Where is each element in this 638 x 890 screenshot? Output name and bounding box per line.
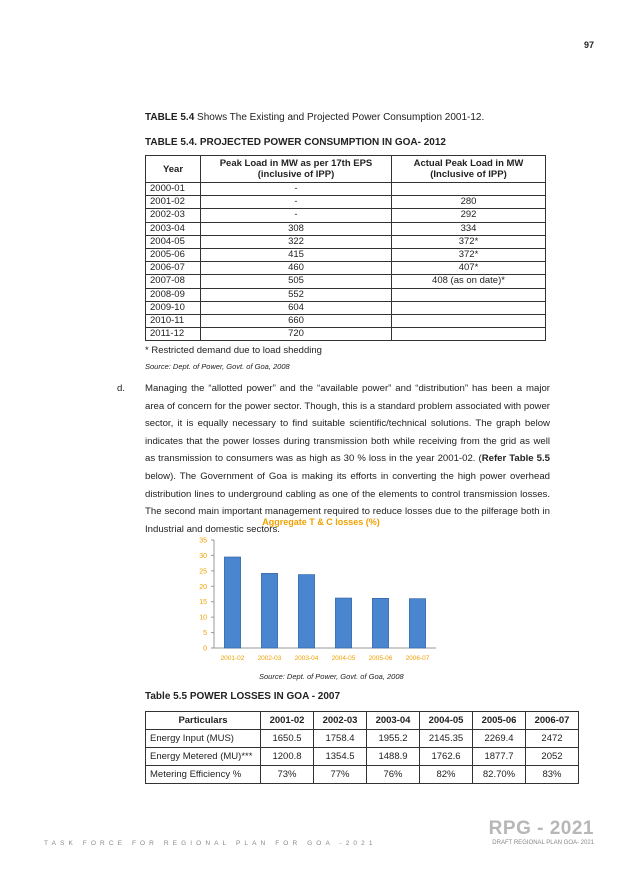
- chart-bar: [409, 599, 425, 648]
- table54-cell-year: 2002-03: [146, 209, 201, 222]
- chart-x-tick-label: 2002-03: [257, 655, 282, 662]
- table55-cell-value: 82%: [420, 766, 473, 784]
- table54-cell-peak: 460: [201, 262, 392, 275]
- table54-cell-peak: 505: [201, 275, 392, 288]
- chart-y-tick-label: 35: [199, 537, 207, 545]
- table54-cell-year: 2004-05: [146, 235, 201, 248]
- table54-cell-year: 2007-08: [146, 275, 201, 288]
- table54-cell-year: 2011-12: [146, 328, 201, 341]
- table54-cell-year: 2001-02: [146, 196, 201, 209]
- table54-cell-actual: [392, 288, 546, 301]
- chart-x-tick-label: 2001-02: [220, 655, 245, 662]
- table54-row: [146, 248, 546, 261]
- table54-cell-year: 2010-11: [146, 314, 201, 327]
- table55-cell-value: 1955.2: [367, 730, 420, 748]
- table54-header-actual: [392, 156, 546, 183]
- table54-header-year: Year: [146, 156, 201, 183]
- table54-cell-actual: [392, 183, 546, 196]
- table54: [145, 155, 546, 341]
- table54-footnote: * Restricted demand due to load shedding: [145, 345, 322, 356]
- table54-cell-year: 2000-01: [146, 183, 201, 196]
- table54-cell-peak: -: [201, 209, 392, 222]
- chart-bar: [335, 598, 351, 648]
- chart-y-tick-label: 25: [199, 568, 207, 576]
- chart-title: Aggregate T & C losses (%): [262, 517, 380, 527]
- table54-row: [146, 328, 546, 341]
- chart-bar: [224, 557, 240, 648]
- losses-bar-chart: [190, 532, 440, 666]
- table55-header-particulars: Particulars: [146, 712, 261, 730]
- table55-cell-value: 2145.35: [420, 730, 473, 748]
- table55-row: [146, 748, 579, 766]
- chart-bar: [372, 598, 388, 648]
- rpg-brand: RPG - 2021: [488, 818, 594, 839]
- table55-header-year: 2004-05: [420, 712, 473, 730]
- table54-cell-peak: 604: [201, 301, 392, 314]
- table54-header-actual-line1: Actual Peak Load in MW: [413, 158, 524, 169]
- paragraph-table-reference: Refer Table 5.5: [481, 453, 550, 465]
- chart-y-tick-label: 30: [199, 552, 207, 560]
- table54-source: Source: Dept. of Power, Govt. of Goa, 2008: [145, 362, 290, 371]
- table55-cell-value: 83%: [526, 766, 579, 784]
- paragraph-label: d.: [117, 383, 126, 394]
- table54-cell-year: 2009-10: [146, 301, 201, 314]
- table55-cell-particular: Metering Efficiency %: [146, 766, 261, 784]
- table54-row: [146, 314, 546, 327]
- table55-row: [146, 766, 579, 784]
- table55-cell-value: 1762.6: [420, 748, 473, 766]
- table55-header-year: 2002-03: [314, 712, 367, 730]
- table55-cell-particular: Energy Metered (MU)***: [146, 748, 261, 766]
- table54-header-actual-line2: (Inclusive of IPP): [430, 169, 507, 180]
- table54-header-peak-line2: (inclusive of IPP): [257, 169, 335, 180]
- table55-cell-value: 1488.9: [367, 748, 420, 766]
- chart-y-tick-label: 5: [203, 630, 207, 638]
- table54-cell-year: 2003-04: [146, 222, 201, 235]
- page-number: 97: [583, 40, 594, 50]
- chart-y-tick-label: 0: [203, 645, 207, 653]
- table54-header-peak-line1: Peak Load in MW as per 17th EPS: [219, 158, 373, 169]
- chart-x-tick-label: 2005-06: [368, 655, 393, 662]
- table54-cell-actual: [392, 328, 546, 341]
- paragraph-body: [145, 380, 550, 538]
- table54-caption: TABLE 5.4. PROJECTED POWER CONSUMPTION IN GOA- 2012: [145, 137, 446, 148]
- table54-cell-actual: 292: [392, 209, 546, 222]
- table54-row: [146, 222, 546, 235]
- chart-y-tick-label: 20: [199, 583, 207, 591]
- paragraph-text-after: below). The Government of Goa is making its efforts in converting the high power overhead distribution lines to underground cabling as one of the elements to control transmission losses. The second main important management required to reduce losses due to the pilferage both in Industrial and domestic sectors.: [145, 470, 550, 535]
- table54-row: [146, 183, 546, 196]
- table55-header-year: 2005-06: [473, 712, 526, 730]
- table54-row: [146, 301, 546, 314]
- table55-cell-value: 1650.5: [261, 730, 314, 748]
- table55-cell-value: 1200.8: [261, 748, 314, 766]
- footer-right-text: DRAFT REGIONAL PLAN GOA- 2021: [492, 840, 594, 846]
- table55-cell-value: 2472: [526, 730, 579, 748]
- table55-header-year: 2001-02: [261, 712, 314, 730]
- table55: [145, 711, 579, 784]
- table54-cell-peak: 322: [201, 235, 392, 248]
- table54-cell-actual: [392, 301, 546, 314]
- table55-body: [146, 730, 579, 784]
- table54-cell-actual: 407*: [392, 262, 546, 275]
- table55-cell-value: 2052: [526, 748, 579, 766]
- table54-row: [146, 235, 546, 248]
- intro-label: TABLE 5.4: [145, 112, 195, 123]
- table55-cell-value: 82.70%: [473, 766, 526, 784]
- table54-cell-peak: -: [201, 196, 392, 209]
- chart-bar: [261, 573, 277, 648]
- table54-cell-peak: 552: [201, 288, 392, 301]
- chart-bar: [298, 575, 314, 648]
- table55-caption: Table 5.5 POWER LOSSES IN GOA - 2007: [145, 691, 341, 702]
- table54-header-peak: [201, 156, 392, 183]
- intro-text: Shows The Existing and Projected Power Consumption 2001-12.: [194, 112, 485, 123]
- chart-x-tick-label: 2004-05: [331, 655, 356, 662]
- chart-x-tick-label: 2006-07: [405, 655, 430, 662]
- table54-row: [146, 196, 546, 209]
- table54-cell-peak: 308: [201, 222, 392, 235]
- table54-cell-peak: 415: [201, 248, 392, 261]
- table54-cell-actual: 372*: [392, 235, 546, 248]
- chart-x-tick-label: 2003-04: [294, 655, 319, 662]
- table55-cell-value: 77%: [314, 766, 367, 784]
- table54-body: [146, 183, 546, 341]
- table55-cell-value: 76%: [367, 766, 420, 784]
- table55-cell-particular: Energy Input (MUS): [146, 730, 261, 748]
- paragraph-text-before: Managing the “allotted power” and the “available power” and “distribution” has been a major area of concern for the power sector. Though, this is a standard problem associated with power sector, it is equally necessary to find suitable scientific/technical solutions. The graph below indicates that the power losses during transmission both while receiving from the grid as well as transmission to consumers was as high as 30 % loss in the year 2001-02. (: [145, 383, 550, 465]
- table54-cell-actual: 408 (as on date)*: [392, 275, 546, 288]
- table54-row: [146, 288, 546, 301]
- table55-cell-value: 1354.5: [314, 748, 367, 766]
- table55-cell-value: 73%: [261, 766, 314, 784]
- chart-y-tick-label: 15: [199, 599, 207, 607]
- table55-header-year: 2006-07: [526, 712, 579, 730]
- table54-row: [146, 209, 546, 222]
- table55-cell-value: 1877.7: [473, 748, 526, 766]
- table55-cell-value: 1758.4: [314, 730, 367, 748]
- table54-cell-peak: 720: [201, 328, 392, 341]
- table54-cell-year: 2005-06: [146, 248, 201, 261]
- table54-cell-year: 2006-07: [146, 262, 201, 275]
- intro-line: [145, 112, 484, 123]
- table55-row: [146, 730, 579, 748]
- table54-cell-actual: 372*: [392, 248, 546, 261]
- table54-row: [146, 262, 546, 275]
- table54-cell-year: 2008-09: [146, 288, 201, 301]
- chart-y-tick-label: 10: [199, 614, 207, 622]
- table55-header-row: [146, 712, 579, 730]
- table54-cell-actual: [392, 314, 546, 327]
- table54-row: [146, 275, 546, 288]
- table55-header-year: 2003-04: [367, 712, 420, 730]
- table54-cell-peak: 660: [201, 314, 392, 327]
- chart-source: Source: Dept. of Power, Govt. of Goa, 2008: [259, 672, 404, 681]
- table54-cell-actual: 334: [392, 222, 546, 235]
- table55-cell-value: 2269.4: [473, 730, 526, 748]
- footer-left-text: TASK FORCE FOR REGIONAL PLAN FOR GOA -2021: [44, 840, 377, 847]
- table54-cell-peak: -: [201, 183, 392, 196]
- table54-cell-actual: 280: [392, 196, 546, 209]
